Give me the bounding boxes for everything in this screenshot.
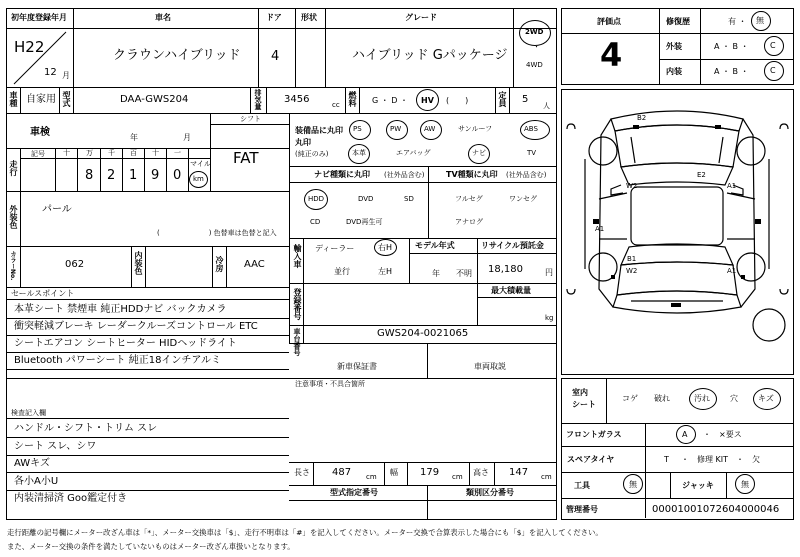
damage-label: A1: [727, 267, 737, 275]
navi-item: CD: [310, 218, 321, 226]
windshield-selected: A: [682, 430, 688, 439]
equipment-item: PS: [353, 125, 362, 133]
inspector-line: 内装清掃済 Goo鑑定付き: [14, 493, 128, 504]
spare-kit: ・ 修理 KIT ・ 欠: [681, 455, 761, 464]
tv-item: アナログ: [455, 218, 483, 226]
navi-title: ナビ種類に丸印: [314, 170, 370, 179]
equipment-maru: 丸印: [295, 138, 311, 147]
grade-value: ハイブリッド Gパッケージ: [352, 48, 508, 63]
recycle-yen: 円: [545, 268, 553, 277]
fuel-options: G ・ D ・: [372, 96, 408, 105]
fuel-selected: HV: [421, 96, 434, 105]
repair-selected: 無: [756, 16, 764, 25]
frame-label: 車台番号: [293, 328, 301, 356]
equipment-subtitle: (純正のみ): [295, 150, 329, 158]
height-unit: cm: [541, 473, 552, 481]
notes-label: 注意事項・不具合箇所: [295, 380, 365, 388]
cooler-label: 冷房: [215, 256, 224, 272]
color-no-label: カラーNo.: [9, 251, 16, 281]
car-name-label: 車名: [155, 13, 171, 22]
frame-value: GWS204-0021065: [377, 328, 469, 339]
recycle-value: 18,180: [488, 264, 523, 275]
digit-header: 十: [152, 149, 159, 157]
control-label: 管理番号: [566, 505, 598, 514]
tools-label: 工具: [574, 481, 590, 490]
tools-value: 無: [629, 480, 637, 489]
digit-header: 一: [174, 149, 181, 157]
max-load-label: 最大積載量: [491, 286, 531, 295]
month-unit: 月: [62, 71, 70, 80]
doors-value: 4: [271, 49, 280, 64]
control-value: 0000100107260400004​6: [652, 504, 780, 515]
cooler-value: AAC: [244, 259, 265, 270]
width-unit: cm: [452, 473, 463, 481]
equipment-item: ナビ: [472, 149, 486, 157]
displacement-label: 排気量: [254, 89, 262, 110]
damage-label: B1: [627, 255, 637, 263]
navi-item: DVD再生可: [346, 218, 383, 226]
height-value: 147: [509, 467, 529, 478]
kind-label: 車種: [9, 91, 18, 107]
inspector-label: 検査記入欄: [11, 409, 46, 417]
parallel: 並行: [334, 267, 350, 276]
right-h: 右H: [378, 243, 393, 252]
model-value: DAA-GWS204: [120, 94, 189, 105]
digit-header: 千: [108, 149, 115, 157]
tv-title: TV種類に丸印: [446, 170, 498, 179]
capacity-label: 定員: [498, 91, 507, 107]
equipment-item: PW: [390, 125, 402, 133]
sales-points-label: セールスポイント: [11, 289, 75, 298]
equipment-item: TV: [527, 149, 537, 157]
navi-item: SD: [404, 195, 414, 203]
exterior-color-value: パール: [42, 204, 72, 215]
repair-label: 修復歴: [666, 17, 690, 26]
km-value: km: [193, 175, 204, 183]
score-label: 評価点: [597, 17, 621, 26]
seat-option: キズ: [758, 394, 774, 403]
model-designation-label: 型式指定番号: [330, 488, 378, 497]
capacity-value: 5: [522, 94, 529, 105]
digit-header: 十: [63, 149, 70, 157]
new-car-warranty: 新車保証書: [337, 362, 377, 371]
fuel-label: 燃料: [348, 91, 357, 107]
navi-suffix: (社外品含む): [384, 171, 425, 179]
damage-label: B2: [637, 114, 647, 122]
sales-point-line: 衝突軽減ブレーキ レーダークルーズコントロール ETC: [14, 321, 258, 332]
sales-point-line: Bluetooth パワーシート 純正18インチアルミ: [14, 355, 222, 366]
seat-option: 破れ: [654, 394, 670, 403]
inspector-line: ハンドル・シフト・トリム スレ: [14, 423, 158, 434]
spare-label: スペアタイヤ: [567, 455, 615, 464]
height-label: 高さ: [473, 468, 489, 477]
grade-label: グレード: [405, 13, 437, 22]
odometer-digit: 8: [85, 168, 94, 183]
displacement-value: 3456: [284, 94, 310, 105]
seat-label-2: シート: [572, 400, 596, 409]
recycle-label: リサイクル預託金: [481, 241, 544, 250]
seat-label: 室内: [572, 388, 588, 397]
tv-item: フルセグ: [455, 195, 483, 203]
import-label: 輸入車: [293, 244, 302, 268]
use-value: 自家用: [26, 94, 56, 105]
length-value: 487: [332, 467, 352, 478]
spare-t: T: [664, 455, 669, 464]
equipment-item: エアバッグ: [396, 149, 431, 157]
sales-point-line: シートエアコン シートヒーター HIDヘッドライト: [14, 338, 237, 349]
odometer-digit: 0: [173, 168, 182, 183]
navi-item: DVD: [358, 195, 374, 203]
digit-header: 百: [130, 149, 137, 157]
score-value: 4: [600, 36, 623, 74]
sales-point-line: 本革シート 禁煙車 純正HDDナビ バックカメラ: [14, 304, 227, 315]
max-load-unit: kg: [545, 314, 554, 322]
exterior-selected: C: [770, 41, 776, 50]
inspection-label: 車検: [30, 127, 50, 138]
car-name-value: クラウンハイブリッド: [113, 48, 241, 63]
odometer-digit: 1: [129, 168, 138, 183]
capacity-unit: 人: [543, 102, 550, 110]
drive-2wd: 2WD: [525, 28, 544, 36]
symbol-label: 記号: [31, 150, 45, 158]
cc-unit: cc: [332, 101, 340, 109]
first-reg-label: 初年度登録年月: [11, 13, 67, 22]
model-label: 型式: [62, 91, 71, 107]
exterior-grade-label: 外装: [666, 42, 682, 51]
navi-item: HDD: [308, 195, 325, 203]
tv-suffix: (社外品含む): [506, 171, 547, 179]
windshield-label: フロントガラス: [566, 430, 622, 439]
shift-value: FAT: [233, 149, 259, 167]
interior-selected: C: [770, 66, 776, 75]
length-label: 長さ: [294, 468, 310, 477]
equipment-item: AW: [424, 125, 436, 133]
jack-value: 無: [741, 480, 749, 489]
footer-line-1: 走行距離の記号欄にメーター改ざん車は「*」、メーター交換車は「$」、走行不明車は「#」を記入してください。メーター交換で合算表示した場合にも「$」を記入してください。: [7, 528, 603, 537]
door-label: ドア: [266, 13, 282, 22]
category-label: 類別区分番号: [466, 488, 514, 497]
length-unit: cm: [366, 473, 377, 481]
damage-label: W2: [626, 267, 638, 275]
odometer-digit: 2: [107, 168, 116, 183]
interior-abc: A ・ B ・: [714, 67, 749, 76]
interior-grade-label: 内装: [666, 67, 682, 76]
exterior-abc: A ・ B ・: [714, 42, 749, 51]
dealer: ディーラー: [315, 244, 355, 253]
drive-dot: ・: [533, 43, 540, 51]
first-reg-year: H22: [14, 38, 45, 56]
equipment-item: 本革: [352, 149, 366, 157]
inspector-line: シート スレ、シワ: [14, 440, 97, 452]
damage-label: E2: [697, 171, 706, 179]
shape-label: 形状: [301, 13, 317, 22]
first-reg-month: 12: [44, 67, 57, 78]
seat-option: コゲ: [622, 394, 638, 403]
odometer-label: 走行: [9, 160, 18, 176]
repair-options: 有 ・: [728, 17, 747, 26]
inspection-year-unit: 年: [130, 133, 138, 142]
damage-label: A1: [727, 182, 737, 190]
left-h: 左H: [378, 267, 393, 276]
color-no-value: 062: [65, 259, 85, 270]
jack-label: ジャッキ: [682, 481, 714, 490]
shift-label: シフト: [240, 115, 261, 123]
drive-4wd: 4WD: [526, 61, 543, 69]
equipment-title: 装備品に丸印: [295, 126, 343, 135]
equipment-item: ABS: [524, 125, 538, 133]
tv-item: ワンセグ: [509, 195, 537, 203]
inspector-line: AWキズ: [14, 458, 50, 469]
damage-label: W2: [626, 182, 638, 190]
seat-option: 穴: [730, 394, 738, 403]
interior-color-label: 内装色: [134, 251, 143, 275]
width-value: 179: [420, 467, 440, 478]
fuel-other: ( ): [446, 96, 469, 105]
digit-header: 万: [86, 149, 93, 157]
exterior-color-note: ( ) 色替車は色替と記入: [157, 229, 277, 237]
model-year-label: モデル年式: [415, 241, 455, 250]
mile-label: マイル: [190, 160, 211, 168]
vehicle-manual: 車両取説: [474, 362, 506, 371]
inspection-month-unit: 月: [183, 133, 191, 142]
model-year-unknown: 不明: [456, 269, 472, 278]
windshield-rest: ・ ×要ス: [703, 430, 742, 439]
damage-label: A1: [595, 225, 605, 233]
model-year-unit: 年: [432, 269, 440, 278]
registration-label: 登録番号: [293, 288, 302, 320]
seat-option: 汚れ: [694, 394, 710, 403]
inspector-line: 各小A小U: [14, 475, 59, 487]
exterior-color-label: 外装色: [9, 205, 18, 229]
equipment-item: サンルーフ: [458, 125, 493, 133]
footer-line-2: また、メーター交換の条件を満たしていないものはメーター改ざん車扱いとなります。: [7, 542, 295, 551]
odometer-digit: 9: [151, 168, 160, 183]
width-label: 幅: [390, 468, 398, 477]
